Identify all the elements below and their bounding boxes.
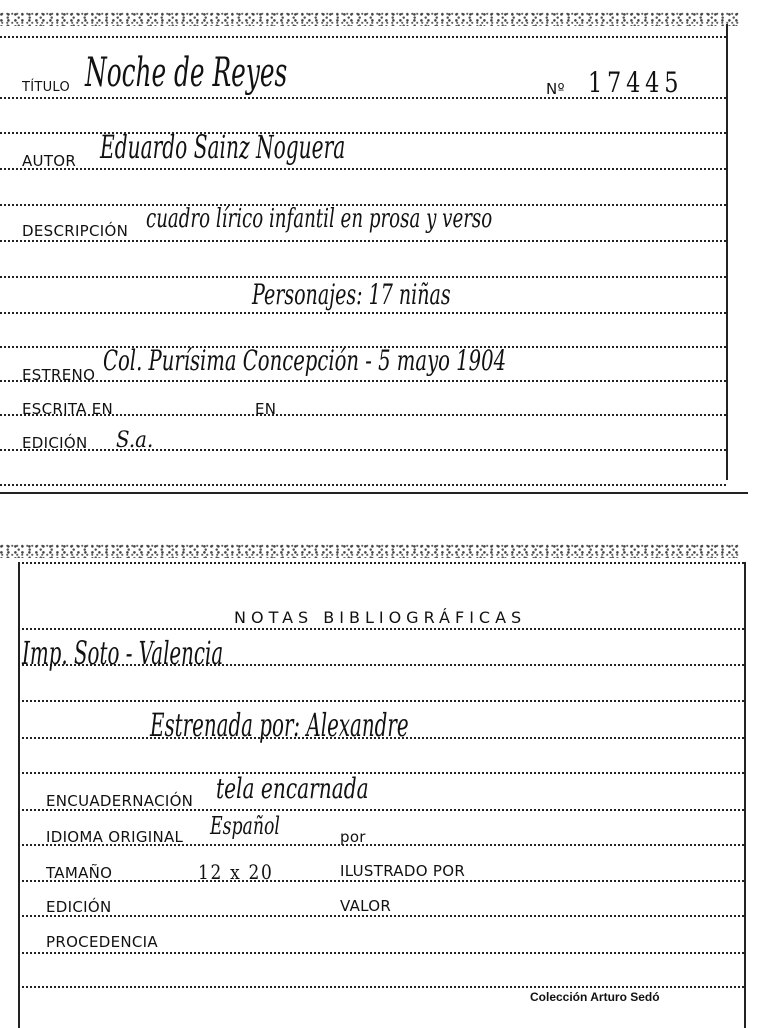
ilustrado-label: ILUSTRADO POR	[340, 862, 466, 880]
catalog-card-back	[0, 540, 759, 1028]
ruled-line	[18, 915, 744, 917]
catalog-card-front	[0, 0, 759, 500]
autor-value: Eduardo Sainz Noguera	[100, 128, 346, 166]
imprenta-note: Imp. Soto - Valencia	[22, 634, 224, 672]
ruled-line	[0, 312, 726, 314]
ruled-line	[18, 628, 744, 630]
estreno-value: Col. Purísima Concepción - 5 mayo 1904	[103, 344, 507, 377]
edicion-label: EDICIÓN	[22, 434, 88, 452]
ruled-line	[0, 168, 726, 170]
ruled-line	[0, 449, 726, 451]
idioma-value: Español	[210, 812, 280, 840]
card-top-edge	[0, 544, 740, 558]
ruled-line	[0, 380, 726, 382]
ruled-line	[18, 986, 744, 988]
ruled-line	[18, 772, 744, 774]
descripcion-value: cuadro lírico infantil en prosa y verso	[146, 204, 493, 234]
autor-label: AUTOR	[22, 152, 77, 170]
procedencia-label: PROCEDENCIA	[46, 933, 158, 951]
edicion2-label: EDICIÓN	[46, 898, 112, 916]
card-right-border	[744, 562, 746, 1028]
tamano-value: 12 x 20	[198, 860, 274, 884]
titulo-value: Noche de Reyes	[85, 50, 288, 96]
notas-heading: NOTAS BIBLIOGRÁFICAS	[234, 608, 527, 627]
descripcion-label: DESCRIPCIÓN	[22, 222, 129, 240]
estreno-label: ESTRENO	[22, 366, 96, 384]
ruled-line	[0, 484, 726, 486]
por-label: por	[340, 828, 366, 846]
ruled-line	[18, 700, 744, 702]
valor-label: VALOR	[340, 897, 392, 915]
ruled-line	[18, 562, 744, 564]
card-right-border	[726, 24, 728, 480]
encuadernacion-label: ENCUADERNACIÓN	[46, 792, 194, 810]
card-bottom-border	[0, 492, 748, 494]
en-label: EN	[255, 400, 277, 418]
numero-label: Nº	[546, 80, 565, 98]
ruled-line	[18, 880, 744, 882]
edicion-value: S.a.	[116, 428, 154, 453]
card-left-border	[18, 562, 20, 1028]
collection-credit: Colección Arturo Sedó	[530, 990, 660, 1004]
personajes-value: Personajes: 17 niñas	[252, 278, 451, 311]
numero-value: 17445	[588, 66, 684, 99]
estrenada-note: Estrenada por: Alexandre	[150, 706, 409, 744]
idioma-label: IDIOMA ORIGINAL	[46, 828, 184, 846]
titulo-label: TÍTULO	[22, 80, 71, 95]
encuadernacion-value: tela encarnada	[216, 772, 369, 805]
card-top-edge	[0, 12, 740, 26]
ruled-line	[0, 36, 726, 38]
tamano-label: TAMAÑO	[46, 864, 113, 882]
ruled-line	[18, 952, 744, 954]
escrita-label: ESCRITA EN	[22, 400, 114, 418]
ruled-line	[0, 240, 726, 242]
